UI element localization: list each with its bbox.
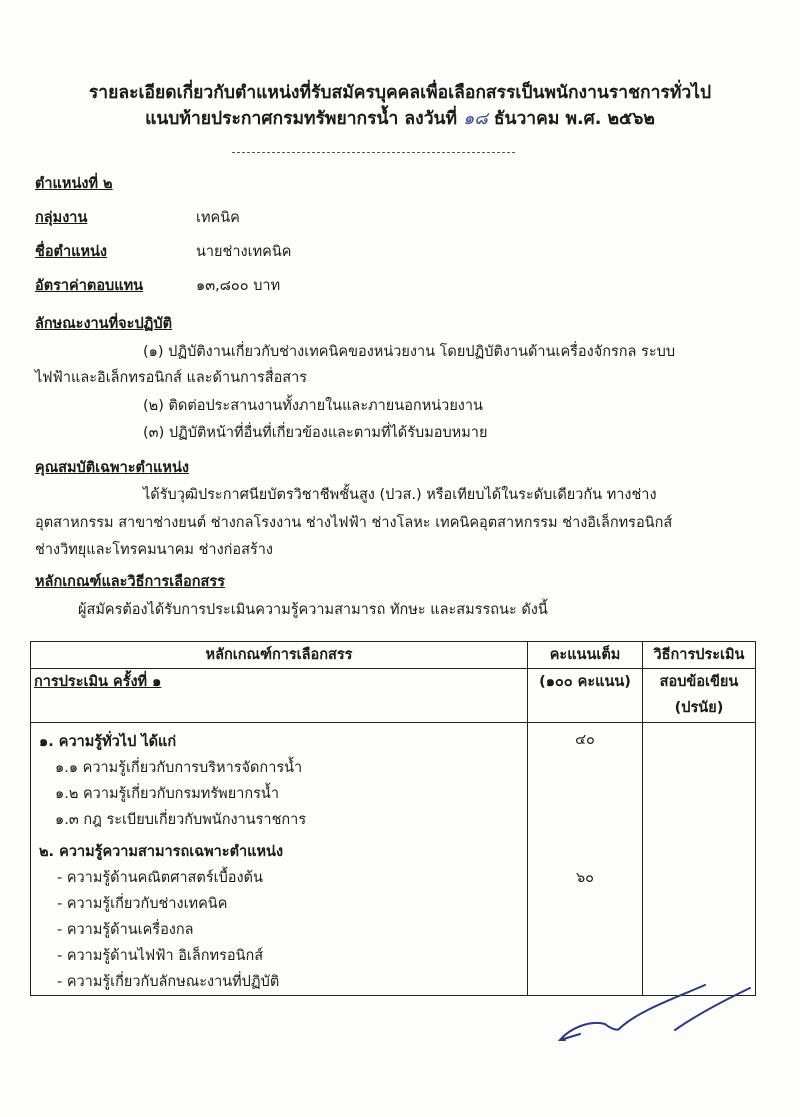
method-line2: (ปรนัย)	[674, 700, 724, 716]
section-score: (๑๐๐ คะแนน)	[539, 674, 631, 690]
list-item: ๑.๓ กฎ ระเบียบเกี่ยวกับพนักงานราชการ	[55, 812, 307, 828]
salary-label: อัตราค่าตอบแทน	[35, 278, 144, 294]
list-item: ๑.๒ ความรู้เกี่ยวกับกรมทรัพยากรน้ำ	[55, 786, 279, 802]
list-item: ๑.๑ ความรู้เกี่ยวกับการบริหารจัดการน้ำ	[55, 760, 303, 776]
qualifications-heading: คุณสมบัติเฉพาะตำแหน่ง	[35, 460, 189, 476]
list-item: - ความรู้เกี่ยวกับช่างเทคนิค	[57, 896, 228, 912]
group1-title: ๑. ความรู้ทั่วไป ได้แก่	[39, 734, 177, 750]
section-method-cell	[643, 669, 756, 723]
method-cell	[643, 723, 756, 996]
group1-score: ๔๐	[575, 732, 595, 748]
table-header-row	[31, 642, 756, 669]
selection-heading: หลักเกณฑ์และวิธีการเลือกสรร	[35, 574, 225, 590]
duty-item-3: (๓) ปฏิบัติหน้าที่อื่นที่เกี่ยวข้องและตามที่ได้รับมอบหมาย	[143, 425, 488, 441]
qualifications-line1: ได้รับวุฒิประกาศนียบัตรวิชาชีพชั้นสูง (ปวส.) หรือเทียบได้ในระดับเดียวกัน ทางช่าง	[143, 487, 657, 503]
document-title-line1: รายละเอียดเกี่ยวกับตำแหน่งที่รับสมัครบุคคลเพื่อเลือกสรรเป็นพนักงานราชการทั่วไป	[88, 83, 712, 103]
table-row-body	[31, 723, 756, 996]
title-prefix: แนบท้ายประกาศกรมทรัพยากรน้ำ ลงวันที่	[145, 109, 458, 129]
handwritten-day: ๑๘	[463, 109, 488, 129]
header-full-score: คะแนนเต็ม	[528, 642, 643, 669]
list-item: - ความรู้ด้านเครื่องกล	[57, 922, 194, 938]
header-method: วิธีการประเมิน	[643, 642, 756, 669]
list-item: - ความรู้ด้านคณิตศาสตร์เบื้องต้น	[57, 870, 263, 886]
selection-intro: ผู้สมัครต้องได้รับการประเมินความรู้ความสามารถ ทักษะ และสมรรถนะ ดังนี้	[78, 602, 548, 618]
signature-mark	[555, 980, 765, 1050]
criteria-table	[30, 641, 756, 996]
group-value: เทคนิค	[196, 210, 240, 226]
list-item: - ความรู้เกี่ยวกับลักษณะงานที่ปฏิบัติ	[57, 974, 280, 990]
group2-score: ๖๐	[575, 870, 595, 886]
duties-heading: ลักษณะงานที่จะปฏิบัติ	[35, 316, 172, 332]
section-score-cell	[528, 669, 643, 723]
table-row-section	[31, 669, 756, 723]
duty-item-1-line1: (๑) ปฏิบัติงานเกี่ยวกับช่างเทคนิคของหน่วยงาน โดยปฏิบัติงานด้านเครื่องจักรกล ระบบ	[143, 344, 676, 360]
group-label: กลุ่มงาน	[35, 210, 88, 226]
section-label-cell	[31, 669, 528, 723]
score-cell	[528, 723, 643, 996]
criteria-cell	[31, 723, 528, 996]
header-criteria: หลักเกณฑ์การเลือกสรร	[31, 642, 528, 669]
position-heading: ตำแหน่งที่ ๒	[35, 176, 113, 192]
position-name-label: ชื่อตำแหน่ง	[35, 244, 108, 260]
qualifications-line2: อุตสาหกรรม สาขาช่างยนต์ ช่างกลโรงงาน ช่างไฟฟ้า ช่างโลหะ เทคนิคอุตสาหกรรม ช่างอิเล็กทรอนิกส์	[35, 515, 673, 531]
list-item: - ความรู้ด้านไฟฟ้า อิเล็กทรอนิกส์	[57, 948, 264, 964]
group2-title: ๒. ความรู้ความสามารถเฉพาะตำแหน่ง	[39, 844, 284, 860]
duty-item-2: (๒) ติดต่อประสานงานทั้งภายในและภายนอกหน่วยงาน	[143, 398, 483, 414]
position-name-value: นายช่างเทคนิค	[196, 244, 292, 260]
document-title-line2	[0, 104, 800, 132]
method-line1: สอบข้อเขียน	[659, 674, 739, 690]
title-suffix: ธันวาคม พ.ศ. ๒๕๖๒	[493, 109, 655, 129]
salary-value: ๑๓,๘๐๐ บาท	[196, 278, 281, 294]
qualifications-line3: ช่างวิทยุและโทรคมนาคม ช่างก่อสร้าง	[35, 542, 274, 558]
header-divider	[232, 152, 515, 153]
duty-item-1-line2: ไฟฟ้าและอิเล็กทรอนิกส์ และด้านการสื่อสาร	[35, 370, 308, 386]
section-label: การประเมิน ครั้งที่ ๑	[34, 674, 162, 690]
